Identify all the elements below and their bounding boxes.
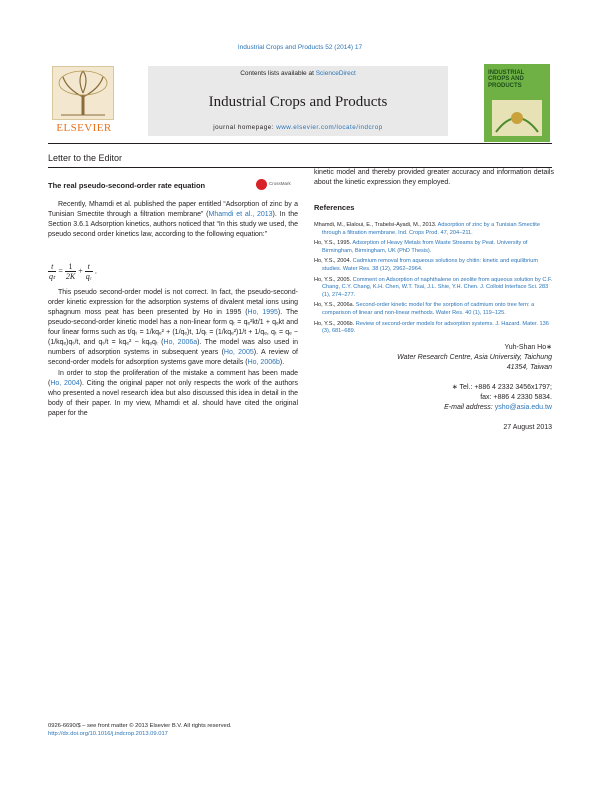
reference-authors: Mhamdi, M., Elaloui, E., Trabelsi-Ayadi, M., 2013.	[314, 222, 438, 228]
reference-link[interactable]: Review of second-order models for adsorption systems. J. Hazard. Mater. 136 (3), 681–689.	[322, 320, 549, 335]
references-list	[314, 222, 554, 339]
eq-mid-den: 2K	[65, 272, 76, 281]
para2-e: ).	[279, 359, 285, 366]
journal-cover-thumbnail	[484, 64, 550, 142]
citation-ho-1995[interactable]: Ho, 1995	[247, 309, 278, 316]
reference-item	[314, 240, 554, 255]
article-type: Letter to the Editor	[48, 153, 123, 163]
reference-authors: Ho, Y.S., 1995.	[314, 240, 353, 247]
paragraph-3	[48, 369, 298, 419]
reference-item	[314, 222, 554, 237]
para1-rest: ). In the Section 3.6.1 Adsorption kinetics, authors noticed that “In this study we used, the pseudo second order kinetics law, according to the following equation:”	[48, 211, 298, 238]
eq-end: .	[94, 266, 97, 276]
homepage-link[interactable]: www.elsevier.com/locate/indcrop	[276, 124, 383, 131]
author-email-link[interactable]: ysho@asia.edu.tw	[494, 404, 552, 411]
cover-art-image	[492, 100, 542, 136]
reference-authors: Ho, Y.S., 2004.	[314, 258, 353, 265]
journal-homepage	[148, 124, 448, 131]
paragraph-1	[48, 200, 298, 240]
body-column-left	[48, 200, 298, 241]
para2-c: ). The model was also used in numbers of adsorption systems in subsequent years (	[48, 339, 298, 356]
doi-link[interactable]: http://dx.doi.org/10.1016/j.indcrop.2013.09.017	[48, 731, 168, 737]
elsevier-wordmark: ELSEVIER	[56, 122, 112, 134]
journal-title: Industrial Crops and Products	[208, 94, 388, 110]
homepage-prefix: journal homepage:	[213, 124, 277, 131]
para3-a: In order to stop the proliferation of the mistake a comment has been made (	[48, 370, 298, 387]
reference-authors: Ho, Y.S., 2005.	[314, 276, 353, 283]
eq-lhs-num: t	[48, 262, 56, 272]
crossmark-badge[interactable]	[256, 179, 296, 192]
article-title: The real pseudo-second-order rate equation	[48, 181, 206, 190]
equation-pso	[48, 262, 298, 286]
reference-link[interactable]: Adsorption of zinc by a Tunisian Smectite through a filtration membrane. Ind. Crops Prod. 47, 204–211.	[322, 222, 540, 236]
crossmark-icon	[256, 179, 267, 190]
reference-link[interactable]: Second-order kinetic model for the sorption of cadmium onto tree fern: a comparison of linear and non-linear methods. Water Res. 40 (1), 119–125.	[322, 302, 535, 316]
author-fax: fax: +886 4 2330 5834.	[480, 394, 552, 401]
reference-authors: Ho, Y.S., 2006b.	[314, 320, 356, 327]
eq-mid-num: 1	[65, 262, 76, 272]
eq-equals: =	[58, 266, 63, 276]
contents-line	[148, 70, 448, 77]
email-label: E-mail address:	[444, 404, 495, 411]
body-column-right	[314, 168, 554, 188]
author-affiliation: Water Research Centre, Asia University, Taichung	[397, 354, 552, 361]
eq-rhs-num: t	[85, 262, 93, 272]
para2-d: ). A review of second-order models for adsorption systems gave more details (	[48, 349, 298, 366]
reference-authors: Ho, Y.S., 2006a.	[314, 302, 356, 309]
issn-line: 0926-6690/$ – see front matter © 2013 Elsevier B.V. All rights reserved.	[48, 723, 232, 729]
citation-ho-2005[interactable]: Ho, 2005	[223, 349, 254, 356]
paragraph-3-continued: kinetic model and thereby provided greater accuracy and information details about the kinetic expression they employed.	[314, 169, 554, 186]
page-footer	[48, 722, 232, 738]
citation-mhamdi-2013[interactable]: Mhamdi et al., 2013	[208, 211, 273, 218]
reference-item	[314, 321, 554, 336]
citation-ho-2006b[interactable]: Ho, 2006b	[247, 359, 280, 366]
letter-date: 27 August 2013	[503, 424, 552, 431]
body-column-left-cont	[48, 288, 298, 420]
citation-ho-2004[interactable]: Ho, 2004	[50, 380, 80, 387]
paragraph-2	[48, 288, 298, 368]
elsevier-tree-image	[52, 66, 114, 120]
citation-ho-2006a[interactable]: Ho, 2006a	[163, 339, 198, 346]
para2-a: This pseudo second-order model is not correct. In fact, the pseudo-second-order kinetic expression for the adsorption systems of divalent metal ions using sphagnum moss peat has been presented by Ho in 1995 (	[48, 289, 298, 316]
author-address: 41354, Taiwan	[506, 364, 552, 371]
eq-lhs	[48, 262, 56, 281]
reference-item	[314, 277, 554, 300]
reference-link[interactable]: Cadmium removal from aqueous solutions by chitin: kinetic and equilibrium studies. Water Res. 38 (12), 2962–2964.	[322, 258, 538, 272]
journal-masthead	[48, 60, 552, 142]
cover-title: INDUSTRIAL CROPS AND PRODUCTS	[488, 70, 525, 89]
eq-rhs-den: qₑ	[85, 272, 92, 281]
running-header: Industrial Crops and Products 52 (2014) 17	[237, 44, 363, 51]
para3-b: ). Citing the original paper not only respects the work of the authors who presented a novel research idea but also discussed this idea in detail in the body of their paper. In my view, Mhamdi et al. should have cited the original paper for the	[48, 380, 298, 417]
masthead-rule	[48, 143, 552, 144]
masthead-center	[148, 66, 448, 136]
author-name: Yuh-Shan Ho∗	[504, 344, 552, 351]
eq-mid	[65, 262, 76, 281]
author-tel: ∗ Tel.: +886 4 2332 3456x1797;	[451, 384, 552, 391]
contents-prefix: Contents lists available at	[240, 70, 316, 77]
author-signature	[397, 343, 552, 433]
elsevier-logo	[48, 60, 120, 140]
references-heading: References	[314, 203, 355, 212]
eq-lhs-den: qₜ	[49, 272, 56, 281]
reference-item	[314, 302, 554, 317]
para1-text: Recently, Mhamdi et al. published the paper entitled “Adsorption of zinc by a Tunisian Smectite through a filtration membrane” (	[48, 201, 298, 218]
para2-b: ). The pseudo-second-order kinetic model has a non-linear form qₜ = qₑ²kt/1 + qₑkt and four linear forms such as t/qₜ = 1/kqₑ² + (1/qₑ)t, 1/qₜ = (1/kqₑ²)1/t + 1/qₑ, qₜ = qₑ − (1/kqₑ)qₜ/t, and qₜ/t = kqₑ² − kqₑqₜ (	[48, 309, 298, 346]
reference-link[interactable]: Adsorption of Heavy Metals from Waste Streams by Peat. University of Birmingham, Birmingham, UK (PhD Thesis).	[322, 240, 528, 254]
reference-item	[314, 258, 554, 273]
eq-rhs	[85, 262, 93, 281]
eq-plus: +	[78, 266, 83, 276]
sciencedirect-link[interactable]: ScienceDirect	[315, 70, 356, 77]
reference-link[interactable]: Comment on Adsorption of naphthalene on zeolite from aqueous solution by C.F. Chang, C.Y. Chang, K.H. Chen, W.T. Tsai, J.L. Shie, Y.H. Chen. J. Colloid Interface Sci. 283 (1), 274–277.	[322, 276, 553, 298]
crossmark-label: CrossMark	[269, 181, 291, 186]
